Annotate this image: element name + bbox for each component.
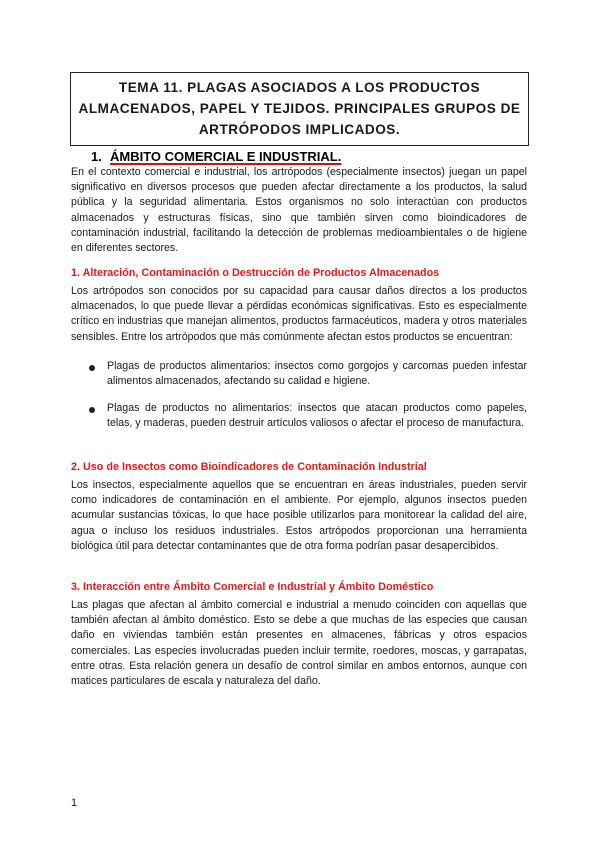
document-title-box <box>70 72 529 146</box>
subsection-2-text: Los insectos, especialmente aquellos que se encuentran en áreas industriales, pueden servir como indicadores de contaminación en el ambiente. Por ejemplo, algunos insectos pueden acumular sustancias tóxicas, lo que hace posible utilizarlos para monitorear la calidad del aire, agua o incluso los residuos industriales. Estos artrópodos proporcionan una herramienta biológica útil para detectar contaminantes que de otra forma podrían pasar desapercibidos. <box>71 479 527 552</box>
bullet-dot <box>89 407 95 413</box>
subsection-1-text: Los artrópodos son conocidos por su capacidad para causar daños directos a los productos almacenados, lo que puede llevar a pérdidas económicas significativas. Esto es especialmente crítico en industrias que manejan alimentos, productos farmacéuticos, madera y otros materiales sensibles. Entre los artrópodos que más comúnmente afectan estos productos se encuentran: <box>71 285 527 343</box>
subsection-3-text: Las plagas que afectan al ámbito comercial e industrial a menudo coinciden con aquellas que también afectan al ámbito doméstico. Esto se debe a que muchas de las especies que causan daño en viviendas también están presentes en almacenes, fábricas y otros espacios comerciales. Las especies involucradas pueden incluir termite, roedores, moscas, y garrapatas, entre otras. Esta relación genera un desafío de control similar en ambos entornos, aunque con matices particulares de escala y naturaleza del daño. <box>71 599 527 688</box>
title-line-1: TEMA 11. PLAGAS ASOCIADOS A LOS PRODUCTOS <box>118 80 481 95</box>
section-1-number: 1. <box>91 149 102 164</box>
bullet-item-1: Plagas de productos alimentarios: insectos como gorgojos y carcomas pueden infestar alimentos almacenados, afectando su calidad e higiene. <box>107 360 527 388</box>
bullet-item-2: Plagas de productos no alimentarios: insectos que atacan productos como papeles, telas, y maderas, pueden destruir artículos valiosos o afectar el proceso de manufactura. <box>107 402 527 430</box>
section-1-title: ÁMBITO COMERCIAL E INDUSTRIAL. <box>110 149 342 164</box>
bullet-dot <box>89 365 95 371</box>
subsection-1-heading: 1. Alteración, Contaminación o Destrucción de Productos Almacenados <box>71 267 440 279</box>
subsection-3-heading: 3. Interacción entre Ámbito Comercial e Industrial y Ámbito Doméstico <box>71 581 434 593</box>
page-number: 1 <box>71 797 78 809</box>
title-line-3: ARTRÓPODOS IMPLICADOS. <box>198 122 401 137</box>
section-1-heading <box>91 149 341 164</box>
section-1-intro: En el contexto comercial e industrial, los artrópodos (especialmente insectos) juegan un papel significativo en diversos procesos que pueden afectar directamente a los productos, la salud pública y la seguridad alimentaria. Estos organismos no solo interactúan con productos almacenados y estructuras físicas, sino que también sirven como bioindicadores de contaminación industrial, facilitando la detección de problemas medioambientales o de higiene en diferentes sectores. <box>71 166 527 255</box>
subsection-2-heading: 2. Uso de Insectos como Bioindicadores de Contaminación Industrial <box>71 461 427 473</box>
title-line-2: ALMACENADOS, PAPEL Y TEJIDOS. PRINCIPALES GRUPOS DE <box>78 101 521 116</box>
